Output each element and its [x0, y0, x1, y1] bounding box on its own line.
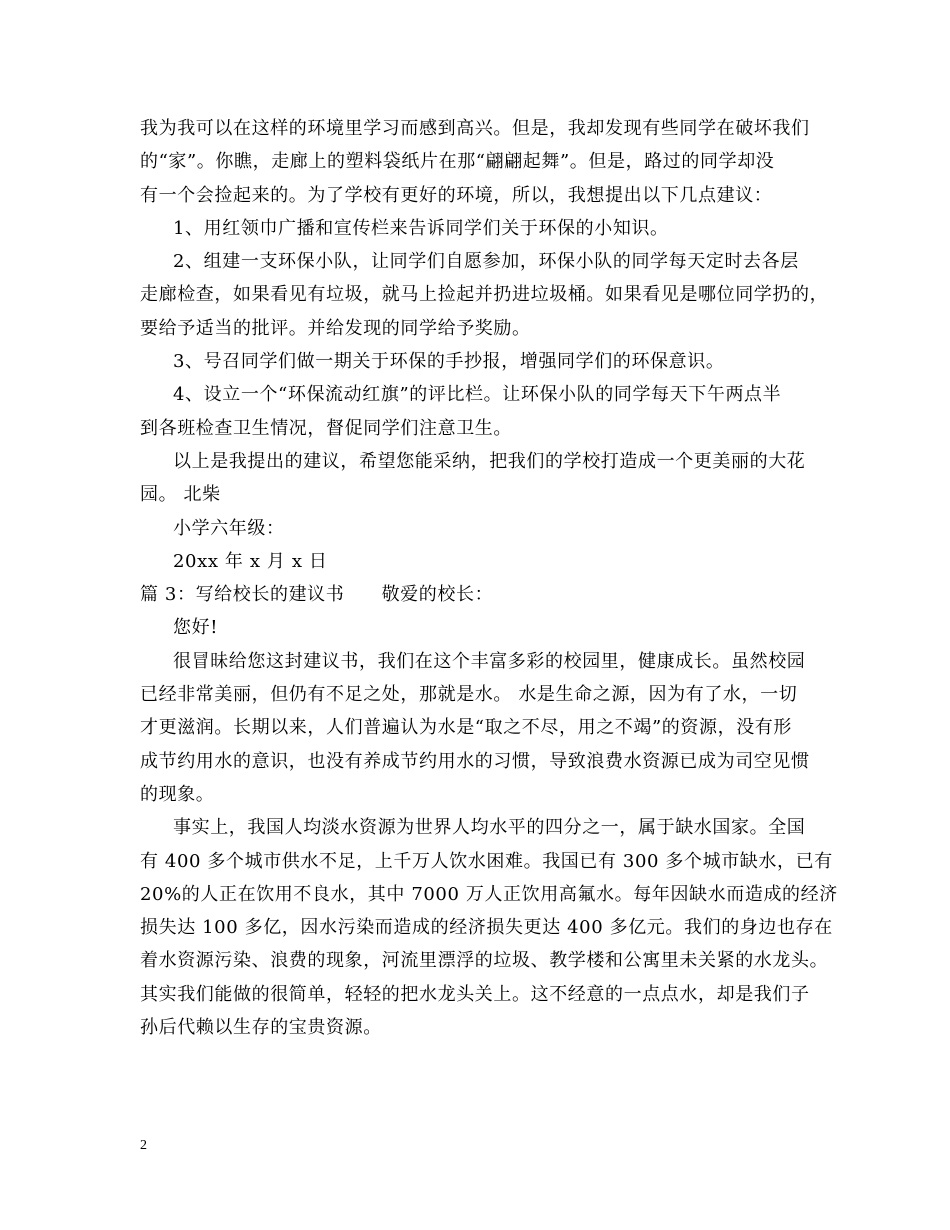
text-line: 着水资源污染、浪费的现象，河流里漂浮的垃圾、教学楼和公寓里未关紧的水龙头。	[140, 950, 829, 972]
text-line: 3、号召同学们做一期关于环保的手抄报，增强同学们的环保意识。	[173, 351, 725, 373]
text-line: 其实我们能做的很简单，轻轻的把水龙头关上。这不经意的一点点水，却是我们子	[140, 983, 810, 1005]
text-line: 才更滋润。长期以来，人们普遍认为水是“取之不尽，用之不竭”的资源，没有形	[140, 717, 793, 739]
text-line: 以上是我提出的建议，希望您能采纳，把我们的学校打造成一个更美丽的大花	[173, 450, 806, 472]
page-number: 2	[140, 1138, 147, 1153]
text-line: 已经非常美丽，但仍有不足之处，那就是水。 水是生命之源，因为有了水，一切	[140, 684, 798, 706]
text-line: 20xx 年 x 月 x 日	[173, 550, 328, 572]
text-line: 孙后代赖以生存的宝贵资源。	[140, 1017, 382, 1039]
text-line: 有 400 多个城市供水不足，上千万人饮水困难。我国已有 300 多个城市缺水，已有	[140, 850, 833, 872]
text-line: 小学六年级：	[173, 517, 285, 539]
text-line: 到各班检查卫生情况，督促同学们注意卫生。	[140, 417, 512, 439]
text-line: 有一个会捡起来的。为了学校有更好的环境，所以，我想提出以下几点建议：	[140, 184, 773, 206]
text-line: 成节约用水的意识，也没有养成节约用水的习惯，导致浪费水资源已成为司空见惯	[140, 750, 810, 772]
text-line: 要给予适当的批评。并给发现的同学给予奖励。	[140, 317, 531, 339]
text-line: 损失达 100 多亿，因水污染而造成的经济损失更达 400 多亿元。我们的身边也存在	[140, 917, 833, 939]
text-line: 2、组建一支环保小队，让同学们自愿参加，环保小队的同学每天定时去各层	[173, 251, 799, 273]
text-line: 篇 3：写给校长的建议书 敬爱的校长：	[140, 584, 494, 606]
text-line: 很冒昧给您这封建议书，我们在这个丰富多彩的校园里，健康成长。虽然校园	[173, 650, 806, 672]
text-line: 1、用红领巾广播和宣传栏来告诉同学们关于环保的小知识。	[173, 217, 669, 239]
text-line: 4、设立一个“环保流动红旗”的评比栏。让环保小队的同学每天下午两点半	[173, 384, 782, 406]
text-line: 我为我可以在这样的环境里学习而感到高兴。但是，我却发现有些同学在破坏我们	[140, 118, 810, 139]
body-text	[140, 112, 840, 1044]
text-line: 20%的人正在饮用不良水，其中 7000 万人正饮用高氟水。每年因缺水而造成的经济	[140, 883, 838, 905]
text-line: 的现象。	[140, 783, 215, 805]
text-line: 的“家”。你瞧，走廊上的塑料袋纸片在那“翩翩起舞”。但是，路过的同学却没	[140, 151, 775, 173]
text-line: 您好!	[173, 617, 219, 639]
text-line: 园。 北柴	[140, 484, 221, 506]
text-line: 走廊检查，如果看见有垃圾，就马上捡起并扔进垃圾桶。如果看见是哪位同学扔的，	[140, 284, 829, 306]
text-line: 事实上，我国人均淡水资源为世界人均水平的四分之一，属于缺水国家。全国	[173, 817, 806, 839]
